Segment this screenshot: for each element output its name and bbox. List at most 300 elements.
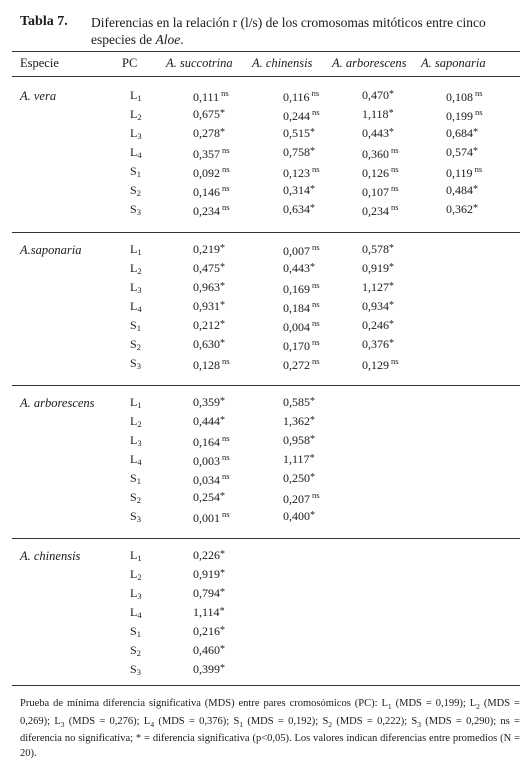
significance-mark: ns: [391, 183, 399, 193]
value-cell: [283, 280, 320, 297]
significance-mark: ns: [221, 88, 229, 98]
significance-mark: ns: [312, 337, 320, 347]
value-cell: [193, 107, 225, 122]
cell-value: 0,272: [283, 358, 310, 372]
significance-mark: ns: [474, 164, 483, 174]
pair-code: $L_3$: [130, 126, 142, 141]
value-cell: [193, 318, 225, 333]
significance-mark: *: [389, 262, 394, 273]
cell-value: 0,314: [283, 183, 310, 197]
pair-code: $L_1$: [130, 548, 142, 563]
table-row: [0, 395, 532, 413]
value-cell: [193, 202, 230, 219]
cell-value: 0,003: [193, 454, 220, 468]
value-cell: [283, 337, 320, 354]
significance-mark: *: [310, 184, 315, 195]
pair-code: $L_2$: [130, 107, 142, 122]
value-cell: [283, 318, 320, 335]
cell-value: 0,212: [193, 318, 220, 332]
pair-code: $S_1$: [130, 624, 141, 639]
cell-value: 0,250: [283, 471, 310, 485]
cell-value: 0,092: [193, 166, 220, 180]
value-cell: [283, 145, 315, 160]
value-cell: [283, 299, 320, 316]
species-name: A. arborescens: [20, 396, 95, 410]
significance-mark: *: [389, 89, 394, 100]
footnote: Prueba de mínima diferencia significativa (MDS) entre pares cromosómicos (PC): $L_1$ (MDS = 0,199); $L_2$ (MDS = 0,269); $L_3$ (MDS = 0,276); $L_4$ (MDS = 0,376); $S_1$ (MDS = 0,192); $S_2$ (MDS = 0,222); $S_3$ (MDS = 0,290); ns = diferencia no significativa; * = diferencia significativa (p<0,05). Los valores indican diferencias entre promedios (N = 20).: [20, 698, 520, 759]
value-cell: [283, 88, 319, 105]
significance-mark: *: [310, 203, 315, 214]
cell-value: 0,246: [362, 318, 389, 332]
pair-code: $L_1$: [130, 395, 142, 410]
pair-code-index: 4: [137, 457, 142, 467]
value-cell: [193, 586, 225, 601]
cell-value: 0,634: [283, 202, 310, 216]
pair-code-index: 3: [136, 667, 141, 677]
pair-code-index: 2: [137, 112, 142, 122]
cell-value: 0,758: [283, 145, 310, 159]
table-row: [0, 164, 532, 182]
pair-code: $S_2$: [130, 337, 141, 352]
table-row: [0, 414, 532, 432]
pair-code-index: 3: [137, 131, 142, 141]
significance-mark: *: [220, 644, 225, 655]
table-row: [0, 337, 532, 355]
cell-value: 0,234: [193, 204, 220, 218]
pair-code-index: 3: [136, 361, 141, 371]
cell-value: 0,444: [193, 414, 220, 428]
value-cell: [283, 395, 315, 410]
value-cell: [362, 126, 394, 141]
cell-value: 1,118: [362, 107, 389, 121]
significance-mark: *: [310, 510, 315, 521]
pair-code: $L_2$: [130, 261, 142, 276]
value-cell: [362, 145, 399, 162]
column-header-chinensis: A. chinensis: [252, 56, 313, 70]
significance-mark: ns: [312, 164, 320, 174]
table-row: [0, 548, 532, 566]
table-row: [0, 299, 532, 317]
cell-value: 0,146: [193, 185, 220, 199]
table-row: [0, 662, 532, 680]
value-cell: [283, 452, 315, 467]
pair-code-index: 1: [136, 629, 141, 639]
cell-value: 0,254: [193, 490, 220, 504]
cell-value: 1,362: [283, 414, 310, 428]
significance-mark: ns: [222, 356, 230, 366]
value-cell: [446, 145, 478, 160]
significance-mark: ns: [391, 164, 399, 174]
pair-code: $L_2$: [130, 567, 142, 582]
pair-code-index: 3: [137, 285, 142, 295]
value-cell: [446, 164, 482, 181]
cell-value: 0,108: [446, 90, 473, 104]
value-cell: [193, 605, 225, 620]
significance-mark: *: [220, 587, 225, 598]
cell-value: 0,399: [193, 662, 220, 676]
value-cell: [283, 202, 315, 217]
group-rule: [12, 538, 520, 539]
cell-value: 0,234: [362, 204, 389, 218]
significance-mark: *: [310, 262, 315, 273]
value-cell: [193, 145, 230, 162]
cell-value: 0,244: [283, 109, 310, 123]
value-cell: [283, 471, 315, 486]
cell-value: 0,443: [283, 261, 310, 275]
value-cell: [193, 395, 225, 410]
significance-mark: ns: [222, 452, 230, 462]
pair-code: $S_2$: [130, 183, 141, 198]
column-header-saponaria: A. saponaria: [421, 56, 486, 70]
significance-mark: *: [220, 491, 225, 502]
significance-mark: ns: [222, 202, 230, 212]
significance-mark: *: [310, 472, 315, 483]
cell-value: 0,684: [446, 126, 473, 140]
value-cell: [283, 261, 315, 276]
pair-code-index: 1: [137, 247, 142, 257]
significance-mark: ns: [222, 145, 230, 155]
significance-mark: *: [389, 281, 394, 292]
value-cell: [446, 202, 478, 217]
column-header-arborescens: A. arborescens: [332, 56, 407, 70]
significance-mark: ns: [222, 183, 230, 193]
table-row: [0, 586, 532, 604]
table-row: [0, 126, 532, 144]
caption-end: .: [180, 32, 184, 47]
value-cell: [362, 88, 394, 103]
significance-mark: *: [310, 396, 315, 407]
value-cell: [193, 242, 225, 257]
cell-value: 0,794: [193, 586, 220, 600]
significance-mark: *: [389, 127, 394, 138]
significance-mark: *: [220, 262, 225, 273]
table-caption: [91, 14, 516, 48]
pair-code-index: 2: [136, 342, 141, 352]
significance-mark: *: [220, 396, 225, 407]
significance-mark: ns: [391, 202, 399, 212]
significance-mark: ns: [391, 145, 399, 155]
value-cell: [193, 662, 225, 677]
pair-code-index: 1: [136, 169, 141, 179]
pair-code: $L_2$: [130, 414, 142, 429]
value-cell: [193, 261, 225, 276]
cell-value: 0,169: [283, 282, 310, 296]
significance-mark: ns: [311, 88, 320, 98]
cell-value: 0,919: [193, 567, 220, 581]
cell-value: 0,216: [193, 624, 220, 638]
cell-value: 0,034: [193, 473, 220, 487]
cell-value: 0,226: [193, 548, 220, 562]
cell-value: 0,128: [193, 358, 220, 372]
significance-mark: *: [219, 606, 225, 617]
value-cell: [193, 624, 225, 639]
cell-value: 0,111: [193, 90, 220, 104]
value-cell: [362, 261, 394, 276]
table-row: [0, 643, 532, 661]
pair-code-index: 1: [137, 93, 142, 103]
pair-code-index: 3: [137, 438, 142, 448]
cell-value: 0,119: [446, 166, 473, 180]
pair-code: $S_2$: [130, 643, 141, 658]
value-cell: [193, 548, 225, 563]
cell-value: 1,114: [193, 605, 220, 619]
cell-value: 0,460: [193, 643, 220, 657]
value-cell: [193, 183, 230, 200]
cell-value: 0,934: [362, 299, 389, 313]
table-row: [0, 605, 532, 623]
pair-code: $S_1$: [130, 318, 141, 333]
value-cell: [193, 490, 225, 505]
cell-value: 0,963: [193, 280, 220, 294]
value-cell: [283, 356, 320, 373]
significance-mark: *: [220, 108, 225, 119]
top-rule: [12, 51, 520, 52]
pair-code-index: 4: [137, 304, 142, 314]
group-rule: [12, 385, 520, 386]
value-cell: [362, 164, 399, 181]
cell-value: 0,107: [362, 185, 389, 199]
value-cell: [446, 107, 483, 124]
cell-value: 0,360: [362, 147, 389, 161]
table-row: [0, 490, 532, 508]
value-cell: [362, 356, 399, 373]
value-cell: [362, 318, 394, 333]
significance-mark: ns: [312, 490, 320, 500]
pair-code: $L_1$: [130, 242, 142, 257]
cell-value: 0,515: [283, 126, 310, 140]
pair-code-index: 2: [136, 495, 141, 505]
significance-mark: *: [310, 146, 315, 157]
significance-mark: *: [220, 415, 225, 426]
cell-value: 0,958: [283, 433, 310, 447]
cell-value: 0,219: [193, 242, 220, 256]
cell-value: 0,278: [193, 126, 220, 140]
significance-mark: ns: [475, 107, 483, 117]
significance-mark: *: [389, 319, 394, 330]
cell-value: 0,630: [193, 337, 220, 351]
pair-code: $S_3$: [130, 202, 141, 217]
table-row: [0, 624, 532, 642]
value-cell: [446, 88, 483, 105]
cell-value: 0,357: [193, 147, 220, 161]
significance-mark: *: [310, 415, 315, 426]
cell-value: 0,376: [362, 337, 389, 351]
value-cell: [283, 107, 320, 124]
pair-code: $L_4$: [130, 605, 142, 620]
cell-value: 0,359: [193, 395, 220, 409]
value-cell: [446, 126, 478, 141]
cell-value: 0,443: [362, 126, 389, 140]
significance-mark: *: [220, 568, 225, 579]
table-row: [0, 318, 532, 336]
cell-value: 0,001: [193, 511, 220, 525]
table-row: [0, 471, 532, 489]
significance-mark: ns: [475, 88, 483, 98]
significance-mark: ns: [222, 509, 230, 519]
pair-code: $S_3$: [130, 356, 141, 371]
pair-code-index: 1: [137, 400, 142, 410]
cell-value: 0,004: [283, 320, 310, 334]
significance-mark: *: [220, 281, 225, 292]
value-cell: [283, 164, 320, 181]
cell-value: 0,126: [362, 166, 389, 180]
species-name: A. vera: [20, 89, 57, 103]
cell-value: 0,400: [283, 509, 310, 523]
value-cell: [283, 433, 315, 448]
cell-value: 0,184: [283, 301, 310, 315]
significance-mark: *: [473, 203, 478, 214]
cell-value: 1,127: [362, 280, 389, 294]
value-cell: [283, 183, 315, 198]
significance-mark: ns: [312, 299, 320, 309]
value-cell: [362, 202, 399, 219]
value-cell: [193, 509, 230, 526]
cell-value: 0,470: [362, 88, 389, 102]
cell-value: 0,116: [283, 90, 310, 104]
cell-value: 0,578: [362, 242, 389, 256]
pair-code-index: 3: [136, 207, 141, 217]
significance-mark: ns: [312, 242, 320, 252]
table-row: [0, 88, 532, 106]
value-cell: [193, 280, 225, 295]
caption-genus: Aloe: [155, 32, 181, 47]
pair-code-index: 2: [136, 648, 141, 658]
value-cell: [193, 299, 225, 314]
value-cell: [193, 643, 225, 658]
species-name: A. chinensis: [20, 549, 81, 563]
pair-code-index: 2: [137, 266, 142, 276]
pair-code: $S_3$: [130, 662, 141, 677]
value-cell: [193, 164, 230, 181]
value-cell: [193, 452, 230, 469]
value-cell: [193, 356, 230, 373]
table-row: [0, 280, 532, 298]
cell-value: 0,574: [446, 145, 473, 159]
significance-mark: *: [220, 549, 225, 560]
significance-mark: *: [220, 625, 225, 636]
table-row: [0, 567, 532, 585]
cell-value: 0,675: [193, 107, 220, 121]
significance-mark: *: [220, 319, 225, 330]
table-row: [0, 509, 532, 527]
value-cell: [362, 107, 394, 122]
pair-code: $L_3$: [130, 586, 142, 601]
pair-code: $L_4$: [130, 145, 142, 160]
significance-mark: ns: [312, 107, 320, 117]
table-row: [0, 107, 532, 125]
cell-value: 0,123: [283, 166, 310, 180]
value-cell: [362, 337, 394, 352]
significance-mark: ns: [312, 356, 320, 366]
table-row: [0, 261, 532, 279]
value-cell: [446, 183, 478, 198]
value-cell: [283, 126, 315, 141]
pair-code: $L_1$: [130, 88, 142, 103]
value-cell: [283, 509, 315, 524]
value-cell: [193, 471, 230, 488]
cell-value: 0,007: [283, 244, 310, 258]
pair-code: $S_3$: [130, 509, 141, 524]
cell-value: 0,484: [446, 183, 473, 197]
header-rule: [12, 76, 520, 77]
significance-mark: *: [473, 184, 478, 195]
cell-value: 0,199: [446, 109, 473, 123]
significance-mark: *: [220, 338, 225, 349]
table-row: [0, 452, 532, 470]
value-cell: [193, 88, 229, 105]
cell-value: 0,170: [283, 339, 310, 353]
significance-mark: *: [220, 300, 225, 311]
table-row: [0, 433, 532, 451]
pair-code: $L_3$: [130, 280, 142, 295]
significance-mark: *: [473, 127, 478, 138]
significance-mark: ns: [222, 471, 230, 481]
bottom-rule: [12, 685, 520, 686]
table-row: [0, 242, 532, 260]
pair-code: $S_2$: [130, 490, 141, 505]
value-cell: [283, 242, 320, 259]
pair-code: $L_4$: [130, 452, 142, 467]
group-rule: [12, 232, 520, 233]
pair-code: $L_4$: [130, 299, 142, 314]
cell-value: 0,931: [193, 299, 220, 313]
column-header-succotrina: A. succotrina: [166, 56, 233, 70]
caption-main: Diferencias en la relación r (l/s) de los cromosomas mitóticos entre cinco especies de: [91, 15, 486, 47]
column-header-pc: PC: [122, 56, 138, 70]
value-cell: [193, 414, 225, 429]
cell-value: 0,362: [446, 202, 473, 216]
significance-mark: ns: [312, 280, 320, 290]
significance-mark: *: [310, 434, 315, 445]
value-cell: [362, 299, 394, 314]
value-cell: [283, 490, 320, 507]
significance-mark: ns: [222, 433, 230, 443]
cell-value: 0,129: [362, 358, 389, 372]
pair-code: $S_1$: [130, 471, 141, 486]
cell-value: 0,164: [193, 435, 220, 449]
pair-code-index: 2: [137, 572, 142, 582]
value-cell: [362, 280, 394, 295]
table-row: [0, 202, 532, 220]
table-row: [0, 183, 532, 201]
significance-mark: *: [389, 243, 394, 254]
significance-mark: *: [473, 146, 478, 157]
significance-mark: *: [389, 300, 394, 311]
pair-code-index: 2: [136, 188, 141, 198]
significance-mark: *: [220, 663, 225, 674]
cell-value: 0,207: [283, 492, 310, 506]
pair-code-index: 3: [137, 591, 142, 601]
pair-code-index: 1: [136, 323, 141, 333]
significance-mark: *: [309, 453, 315, 464]
value-cell: [283, 414, 315, 429]
significance-mark: *: [389, 338, 394, 349]
pair-code-index: 3: [136, 514, 141, 524]
value-cell: [193, 337, 225, 352]
significance-mark: *: [310, 127, 315, 138]
value-cell: [362, 242, 394, 257]
value-cell: [362, 183, 399, 200]
table-row: [0, 145, 532, 163]
pair-code-index: 1: [137, 553, 142, 563]
column-header-species: Especie: [20, 56, 59, 70]
significance-mark: *: [220, 243, 225, 254]
significance-mark: ns: [222, 164, 230, 174]
pair-code-index: 4: [137, 150, 142, 160]
pair-code-index: 1: [136, 476, 141, 486]
species-name: A.saponaria: [20, 243, 82, 257]
cell-value: 1,117: [283, 452, 310, 466]
